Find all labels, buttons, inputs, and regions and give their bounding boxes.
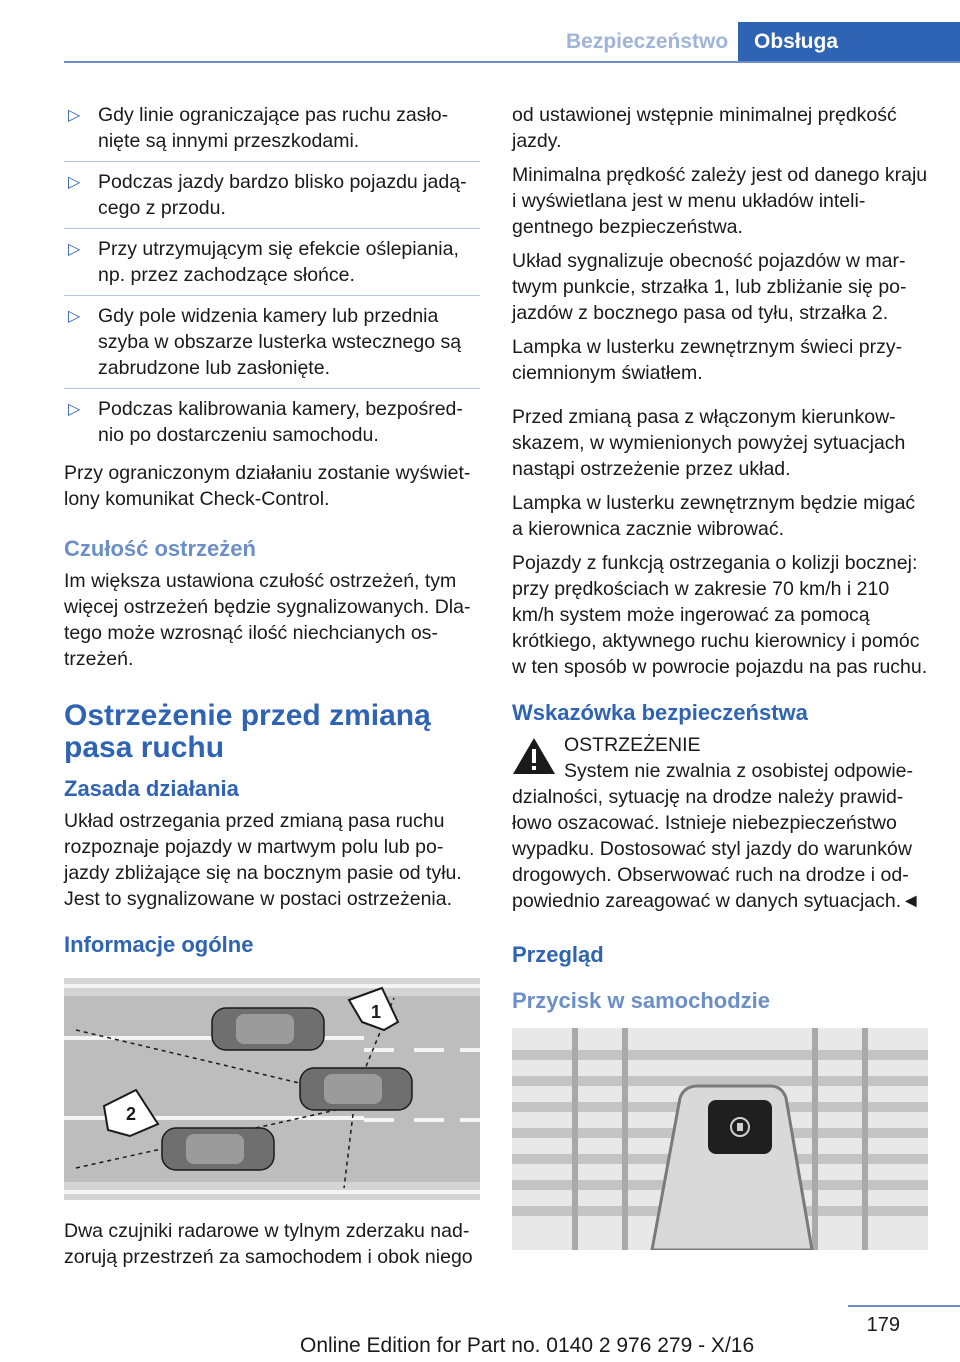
blink-text: Lampka w lusterku zewnętrznym będzie migać a kierownica zacznie wibrować. xyxy=(512,492,916,540)
header-section-operation: Obsługa xyxy=(738,22,960,62)
side-collision-text: Pojazdy z funkcją ostrzegania o kolizji bocznej: przy prędkościach w zakresie 70 km/h i 210 km/h system może ingerować za pomocą krótkiego, aktywnego ruchu kierownicy i pomóc w ten sposób w powrocie pojazdu na pas ruchu. xyxy=(512,552,928,678)
triangle-bullet-icon: ▷ xyxy=(68,241,81,258)
before-change-text: Przed zmianą pasa z włączonym kierunkowskazem, w wymienionych powyżej sytuacjach nastąpi ostrzeżenie przez układ. xyxy=(512,406,906,480)
triangle-bullet-icon: ▷ xyxy=(68,107,81,124)
right-column xyxy=(512,102,928,1250)
principle-text: Układ ostrzegania przed zmianą pasa ruchu rozpoznaje pojazdy w martwym polu lub pojazdy zbliżające się na bocznym pasie od tyłu. Jest to sygnalizowane w postaci ostrzeżenia. xyxy=(64,810,462,910)
triangle-bullet-icon: ▷ xyxy=(68,401,81,418)
list-item: ▷ Gdy pole widzenia kamery lub przednia szyba w obszarze lusterka wstecznego są zabrudzone lub zasłonięte. xyxy=(64,303,480,389)
grille-button-illustration xyxy=(512,1028,928,1250)
overview-heading: Przegląd xyxy=(512,942,604,967)
vehicle-button-photo xyxy=(512,1028,928,1250)
limitations-list xyxy=(64,102,480,455)
list-item: ▷ Przy utrzymującym się efekcie oślepiania, np. przez zachodzące słońce. xyxy=(64,236,480,296)
footer-divider xyxy=(848,1305,960,1307)
lane-change-diagram xyxy=(64,978,480,1200)
sensitivity-heading: Czułość ostrzeżeń xyxy=(64,536,256,561)
triangle-bullet-icon: ▷ xyxy=(68,308,81,325)
safety-heading: Wskazówka bezpieczeństwa xyxy=(512,700,808,725)
page-number: 179 xyxy=(866,1314,900,1336)
warning-body: System nie zwalnia z osobistej odpowiedzialności, sytuację na drodze należy prawidłowo oszacować. Istnieje niebezpieczeństwo wypadku. Dostosować styl jazdy do warunków drogowych. Obserwować ruch na drodze i odpowiednio zareagować w danych sytuacjach.◄ xyxy=(512,760,921,912)
edition-line: Online Edition for Part no. 0140 2 976 279 - X/16 xyxy=(300,1334,755,1357)
left-column xyxy=(64,102,480,1278)
lamp-text: Lampka w lusterku zewnętrznym świeci przyciemnionym światłem. xyxy=(512,336,903,384)
page-header xyxy=(0,22,960,62)
arrow-label-1: 1 xyxy=(371,1002,382,1022)
triangle-bullet-icon: ▷ xyxy=(68,174,81,191)
min-speed-cont-text: od ustawionej wstępnie minimalnej prędkość jazdy. xyxy=(512,104,897,152)
lane-diagram-illustration xyxy=(64,978,480,1200)
arrow-label-2: 2 xyxy=(126,1104,137,1124)
limited-function-text: Przy ograniczonym działaniu zostanie wyświetlony komunikat Check-Control. xyxy=(64,462,471,510)
list-item: ▷ Podczas jazdy bardzo blisko pojazdu jadącego z przodu. xyxy=(64,169,480,229)
min-speed-text: Minimalna prędkość zależy jest od danego kraju i wyświetlana jest w menu układów inteligentnego bezpieczeństwa. xyxy=(512,164,928,238)
warning-title: OSTRZEŻENIE xyxy=(564,734,701,756)
section-title: Ostrzeżenie przed zmianą pasa ruchu xyxy=(64,699,431,764)
button-heading: Przycisk w samochodzie xyxy=(512,988,770,1013)
principle-heading: Zasada działania xyxy=(64,776,239,801)
radar-text: Dwa czujniki radarowe w tylnym zderzaku nadzorują przestrzeń za samochodem i obok niego xyxy=(64,1220,473,1268)
warning-triangle-icon xyxy=(512,736,556,776)
list-item: ▷ Gdy linie ograniczające pas ruchu zasłonięte są innymi przeszkodami. xyxy=(64,102,480,162)
list-item: ▷ Podczas kalibrowania kamery, bezpośrednio po dostarczeniu samochodu. xyxy=(68,398,463,446)
signal-text: Układ sygnalizuje obecność pojazdów w martwym punkcie, strzałka 1, lub zbliżanie się pojazdów z bocznego pasa od tyłu, strzałka 2. xyxy=(512,250,907,324)
warning-box xyxy=(512,732,928,914)
header-divider xyxy=(64,61,960,63)
general-info-heading: Informacje ogólne xyxy=(64,932,254,957)
sensitivity-text: Im większa ustawiona czułość ostrzeżeń, tym więcej ostrzeżeń będzie sygnalizowanych. Dlatego może wzrosnąć ilość niechcianych ostrzeżeń. xyxy=(64,570,471,670)
header-section-safety: Bezpieczeństwo xyxy=(566,30,729,53)
